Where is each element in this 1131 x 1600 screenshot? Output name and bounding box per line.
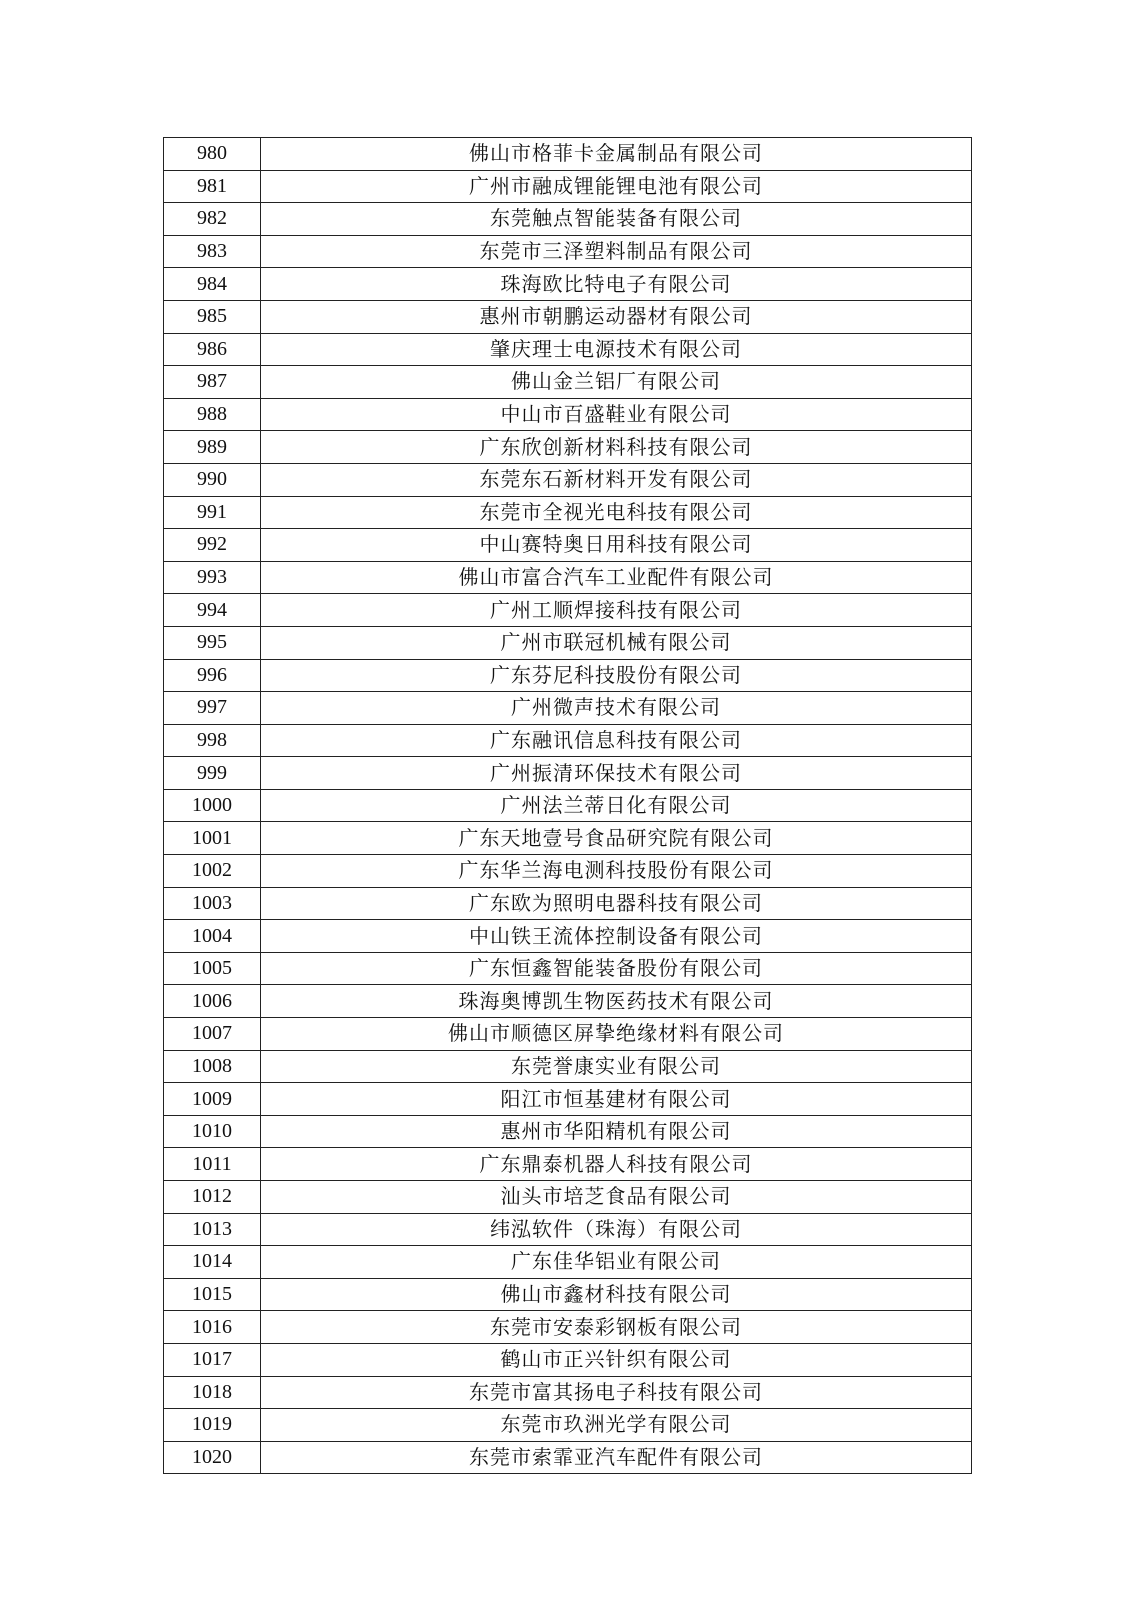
row-number-cell: 1012	[164, 1181, 261, 1214]
company-name-cell: 广东欣创新材料科技有限公司	[261, 431, 972, 464]
row-number-cell: 1007	[164, 1018, 261, 1051]
company-name-cell: 阳江市恒基建材有限公司	[261, 1083, 972, 1116]
table-row	[164, 268, 972, 301]
table-row	[164, 952, 972, 985]
row-number-cell: 1011	[164, 1148, 261, 1181]
company-name-cell: 汕头市培芝食品有限公司	[261, 1181, 972, 1214]
company-name-cell: 广东鼎泰机器人科技有限公司	[261, 1148, 972, 1181]
company-name-cell: 惠州市华阳精机有限公司	[261, 1115, 972, 1148]
row-number-cell: 1003	[164, 887, 261, 920]
company-name-cell: 佛山市顺德区屏挚绝缘材料有限公司	[261, 1018, 972, 1051]
table-row	[164, 366, 972, 399]
row-number-cell: 993	[164, 561, 261, 594]
table-row	[164, 1148, 972, 1181]
table-row	[164, 1050, 972, 1083]
row-number-cell: 995	[164, 626, 261, 659]
company-name-cell: 中山赛特奥日用科技有限公司	[261, 529, 972, 562]
table-row	[164, 855, 972, 888]
company-name-cell: 东莞市安泰彩钢板有限公司	[261, 1311, 972, 1344]
company-name-cell: 鹤山市正兴针织有限公司	[261, 1343, 972, 1376]
company-name-cell: 广州法兰蒂日化有限公司	[261, 789, 972, 822]
table-row	[164, 692, 972, 725]
table-row	[164, 594, 972, 627]
company-name-cell: 广东华兰海电测科技股份有限公司	[261, 855, 972, 888]
row-number-cell: 991	[164, 496, 261, 529]
company-name-cell: 广东恒鑫智能装备股份有限公司	[261, 952, 972, 985]
row-number-cell: 984	[164, 268, 261, 301]
row-number-cell: 986	[164, 333, 261, 366]
table-row	[164, 398, 972, 431]
row-number-cell: 1018	[164, 1376, 261, 1409]
table-row	[164, 333, 972, 366]
company-name-cell: 东莞市全视光电科技有限公司	[261, 496, 972, 529]
row-number-cell: 1015	[164, 1278, 261, 1311]
row-number-cell: 1001	[164, 822, 261, 855]
company-name-cell: 广东佳华铝业有限公司	[261, 1246, 972, 1279]
company-name-cell: 广州市融成锂能锂电池有限公司	[261, 170, 972, 203]
table-row	[164, 1343, 972, 1376]
row-number-cell: 985	[164, 300, 261, 333]
row-number-cell: 994	[164, 594, 261, 627]
table-row	[164, 724, 972, 757]
company-name-cell: 广州振清环保技术有限公司	[261, 757, 972, 790]
row-number-cell: 1020	[164, 1441, 261, 1474]
row-number-cell: 1010	[164, 1115, 261, 1148]
company-name-cell: 广东天地壹号食品研究院有限公司	[261, 822, 972, 855]
table-row	[164, 757, 972, 790]
row-number-cell: 990	[164, 463, 261, 496]
table-row	[164, 1376, 972, 1409]
row-number-cell: 1005	[164, 952, 261, 985]
company-name-cell: 广东融讯信息科技有限公司	[261, 724, 972, 757]
table-row	[164, 1278, 972, 1311]
table-row	[164, 1246, 972, 1279]
company-name-cell: 佛山市富合汽车工业配件有限公司	[261, 561, 972, 594]
row-number-cell: 1009	[164, 1083, 261, 1116]
row-number-cell: 980	[164, 138, 261, 171]
row-number-cell: 989	[164, 431, 261, 464]
row-number-cell: 988	[164, 398, 261, 431]
table-row	[164, 170, 972, 203]
table-row	[164, 235, 972, 268]
company-name-cell: 中山市百盛鞋业有限公司	[261, 398, 972, 431]
company-name-cell: 惠州市朝鹏运动器材有限公司	[261, 300, 972, 333]
company-name-cell: 广州市联冠机械有限公司	[261, 626, 972, 659]
company-name-cell: 广州微声技术有限公司	[261, 692, 972, 725]
table-row	[164, 1409, 972, 1442]
row-number-cell: 981	[164, 170, 261, 203]
company-name-cell: 东莞市富其扬电子科技有限公司	[261, 1376, 972, 1409]
company-name-cell: 纬泓软件（珠海）有限公司	[261, 1213, 972, 1246]
row-number-cell: 999	[164, 757, 261, 790]
table-row	[164, 1083, 972, 1116]
row-number-cell: 983	[164, 235, 261, 268]
row-number-cell: 982	[164, 203, 261, 236]
row-number-cell: 1013	[164, 1213, 261, 1246]
company-name-cell: 东莞誉康实业有限公司	[261, 1050, 972, 1083]
table-row	[164, 1441, 972, 1474]
table-row	[164, 1181, 972, 1214]
row-number-cell: 1006	[164, 985, 261, 1018]
company-name-cell: 中山铁王流体控制设备有限公司	[261, 920, 972, 953]
table-row	[164, 431, 972, 464]
company-name-cell: 东莞触点智能装备有限公司	[261, 203, 972, 236]
table-row	[164, 529, 972, 562]
company-name-cell: 广东芬尼科技股份有限公司	[261, 659, 972, 692]
row-number-cell: 1019	[164, 1409, 261, 1442]
table-row	[164, 561, 972, 594]
company-name-cell: 东莞市索霏亚汽车配件有限公司	[261, 1441, 972, 1474]
table-row	[164, 496, 972, 529]
company-list-table	[163, 137, 972, 1474]
row-number-cell: 1000	[164, 789, 261, 822]
company-name-cell: 珠海欧比特电子有限公司	[261, 268, 972, 301]
company-name-cell: 珠海奥博凯生物医药技术有限公司	[261, 985, 972, 1018]
company-name-cell: 佛山市格菲卡金属制品有限公司	[261, 138, 972, 171]
company-name-cell: 东莞东石新材料开发有限公司	[261, 463, 972, 496]
table-row	[164, 887, 972, 920]
company-name-cell: 东莞市玖洲光学有限公司	[261, 1409, 972, 1442]
row-number-cell: 1004	[164, 920, 261, 953]
table-row	[164, 203, 972, 236]
row-number-cell: 997	[164, 692, 261, 725]
company-name-cell: 东莞市三泽塑料制品有限公司	[261, 235, 972, 268]
table-row	[164, 1213, 972, 1246]
row-number-cell: 1008	[164, 1050, 261, 1083]
row-number-cell: 992	[164, 529, 261, 562]
row-number-cell: 1014	[164, 1246, 261, 1279]
company-name-cell: 佛山金兰铝厂有限公司	[261, 366, 972, 399]
table-row	[164, 626, 972, 659]
table-row	[164, 463, 972, 496]
row-number-cell: 1016	[164, 1311, 261, 1344]
table-row	[164, 138, 972, 171]
company-name-cell: 广州工顺焊接科技有限公司	[261, 594, 972, 627]
table-row	[164, 1115, 972, 1148]
company-list-body	[164, 138, 972, 1474]
row-number-cell: 1017	[164, 1343, 261, 1376]
row-number-cell: 987	[164, 366, 261, 399]
company-name-cell: 佛山市鑫材科技有限公司	[261, 1278, 972, 1311]
table-row	[164, 822, 972, 855]
row-number-cell: 1002	[164, 855, 261, 888]
row-number-cell: 998	[164, 724, 261, 757]
table-row	[164, 1311, 972, 1344]
table-row	[164, 1018, 972, 1051]
table-row	[164, 300, 972, 333]
company-name-cell: 广东欧为照明电器科技有限公司	[261, 887, 972, 920]
row-number-cell: 996	[164, 659, 261, 692]
company-name-cell: 肇庆理士电源技术有限公司	[261, 333, 972, 366]
table-row	[164, 985, 972, 1018]
table-row	[164, 659, 972, 692]
table-row	[164, 920, 972, 953]
table-row	[164, 789, 972, 822]
